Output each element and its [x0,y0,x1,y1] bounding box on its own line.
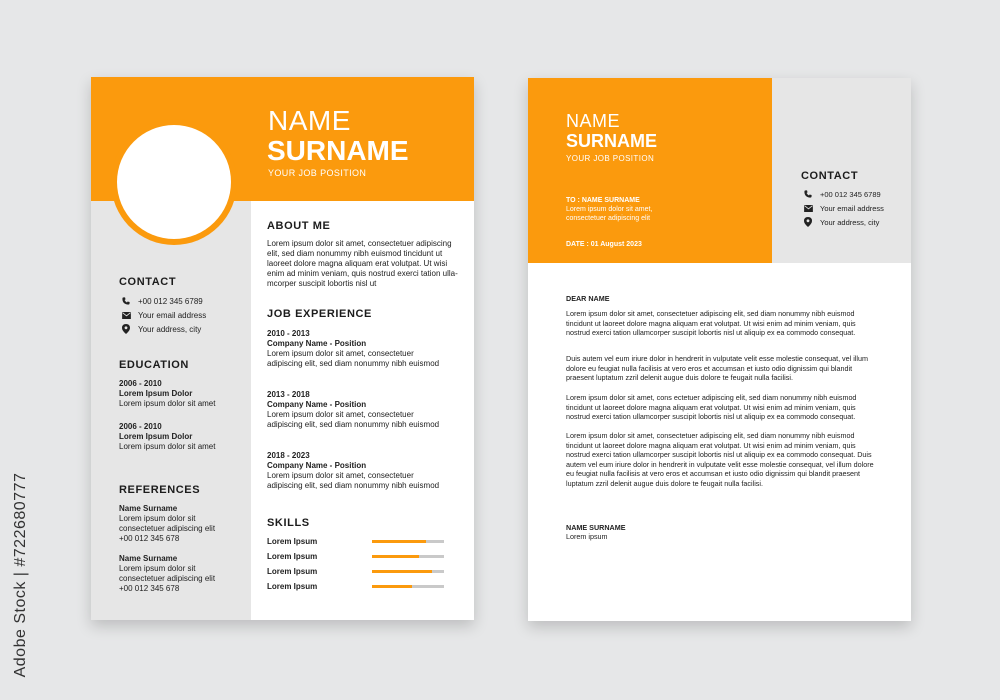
skill-item [267,552,444,561]
envelope-icon [802,205,814,212]
letter-contact-heading: CONTACT [801,170,859,182]
contact-heading: CONTACT [119,276,177,288]
experience-desc: adipiscing elit, sed diam nonummy nibh euismod [267,420,440,429]
recipient-block [566,196,652,223]
phone-icon [120,297,132,305]
letter-contact-address [802,216,879,228]
letter-contact-phone-text: +00 012 345 6789 [820,189,881,199]
education-school: Lorem ipsum dolor sit amet [119,399,216,408]
recipient-line: consectetuer adipiscing elit [566,215,651,222]
resume-job-position: YOUR JOB POSITION [268,168,367,178]
skill-item [267,582,444,591]
reference-phone: +00 012 345 678 [119,584,180,593]
letter-contact-email [802,202,884,214]
letter-paragraph: Duis autem vel eum iriure dolor in hendrerit in vulputate velit esse molestie consequat, vel illum dolore eu feugiat nulla facilisis at vero eros et accumsan et iusto odio dignissim qui blandit praesent luptatum zzril delenit augue duis dolore te feugait nulla facilisi. [566,354,869,382]
about-line: enim ad minim veniam, quis nostrud exerci tation ulla- [267,269,458,278]
reference-item [119,554,215,594]
recipient-name: TO : NAME SURNAME [566,197,640,204]
experience-desc: Lorem ipsum dolor sit amet, consectetuer [267,349,414,358]
skill-bar-fill [372,570,432,573]
recipient-line: Lorem ipsum dolor sit amet, [566,206,653,213]
reference-line: Lorem ipsum dolor sit [119,514,196,523]
reference-name: Name Surname [119,504,178,513]
education-degree: Lorem Ipsum Dolor [119,389,193,398]
reference-line: consectetuer adipiscing elit [119,574,216,583]
experience-desc: adipiscing elit, sed diam nonummy nibh euismod [267,359,440,368]
reference-line: consectetuer adipiscing elit [119,524,216,533]
experience-item [267,390,439,430]
location-pin-icon [120,324,132,334]
stock-watermark-text: Adobe Stock | #722680777 [12,472,29,677]
about-line: mcorper suscipit lobortis nisl ut [267,279,377,288]
stock-watermark-id [8,462,34,687]
letter-paragraph: Lorem ipsum dolor sit amet, consectetuer adipiscing elit, sed diam nonummy nibh euismod tincidunt ut laoreet dolore magna aliquam erat volutpat. Ut wisi enim ad minim veniam, quis nostrud exerci tation ullamcorper suscipit lobortis nisl ut aliquip ex ea commodo consequat. [566,309,856,337]
education-heading: EDUCATION [119,359,189,371]
experience-years: 2013 - 2018 [267,390,310,399]
profile-photo-placeholder [117,125,231,239]
about-line: elit, sed diam nonummy nibh euismod tincidunt ut [267,249,443,258]
about-heading: ABOUT ME [267,220,331,232]
experience-item [267,451,439,491]
education-school: Lorem ipsum dolor sit amet [119,442,216,451]
contact-email-text: Your email address [138,310,207,320]
experience-role: Company Name - Position [267,400,367,409]
letter-date: DATE : 01 August 2023 [566,241,642,248]
letter-contact-phone [802,188,881,200]
about-line: laoreet dolore magna aliquam erat volutpat. Ut wisi [267,259,448,268]
signature-name: NAME SURNAME [566,523,626,532]
signature-role: Lorem ipsum [566,532,608,541]
skill-bar [372,570,444,573]
skill-bar [372,585,444,588]
education-years: 2006 - 2010 [119,379,162,388]
contact-phone-text: +00 012 345 6789 [138,296,203,306]
education-item [119,379,215,409]
letter-header-banner [528,78,772,263]
skill-bar [372,540,444,543]
letter-first-name: NAME [566,111,621,131]
letter-job-position: YOUR JOB POSITION [566,154,655,163]
experience-item [267,329,439,369]
skill-bar-fill [372,555,419,558]
resume-first-name: NAME [268,105,351,136]
location-pin-icon [802,217,814,227]
skill-bar [372,555,444,558]
education-item [119,422,215,452]
skill-item [267,537,444,546]
reference-line: Lorem ipsum dolor sit [119,564,196,573]
experience-desc: adipiscing elit, sed diam nonummy nibh euismod [267,481,440,490]
skill-bar-fill [372,585,412,588]
contact-email [120,309,206,321]
phone-icon [802,190,814,198]
experience-heading: JOB EXPERIENCE [267,308,372,320]
skill-label: Lorem Ipsum [267,582,318,591]
cover-letter-sheet [528,78,911,621]
reference-name: Name Surname [119,554,178,563]
contact-address [120,323,201,335]
experience-years: 2018 - 2023 [267,451,310,460]
letter-contact-email-text: Your email address [820,203,884,213]
experience-role: Company Name - Position [267,339,367,348]
skills-heading: SKILLS [267,517,310,529]
experience-desc: Lorem ipsum dolor sit amet, consectetuer [267,410,414,419]
letter-paragraph: Lorem ipsum dolor sit amet, cons ectetuer adipiscing elit, sed diam nonummy nibh euismod tincidunt ut laoreet dolore magna aliquam erat volutpat. Ut wisi enim ad minim veniam, quis nostrud exerci tation ullamcorper suscipit lobortis nisl ut aliquip ex ea commodo consequat. [566,393,857,421]
skill-item [267,567,444,576]
resume-sheet [91,77,474,620]
references-heading: REFERENCES [119,484,201,496]
reference-phone: +00 012 345 678 [119,534,180,543]
letter-paragraph: Lorem ipsum dolor sit amet, consectetuer adipiscing elit, sed diam nonummy nibh euismod tincidunt ut laoreet dolore magna aliquam erat volutpat. Ut wisi enim ad minim veniam, quis nostrud exerci tation ullamcorper suscipit lobortis nisl ut aliquip ex ea commodo consequat. Duis autem vel eum iriure dolor in hendrerit in vulputate velit esse molestie consequat, vel illum dolore eu feugiat nulla facilisis at vero eros et accumsan et iusto odio dignissim qui blandit praesent luptatum zzril delenit augue duis dolore te feugait nulla facilisi. [566,431,874,488]
salutation: DEAR NAME [566,294,610,303]
education-degree: Lorem Ipsum Dolor [119,432,193,441]
resume-last-name: SURNAME [267,135,409,166]
contact-address-text: Your address, city [138,324,202,334]
reference-item [119,504,215,544]
about-line: Lorem ipsum dolor sit amet, consectetuer adipiscing [267,239,452,248]
skill-label: Lorem Ipsum [267,537,318,546]
experience-years: 2010 - 2013 [267,329,310,338]
skill-bar-fill [372,540,426,543]
education-years: 2006 - 2010 [119,422,162,431]
skill-label: Lorem Ipsum [267,567,318,576]
about-text [267,239,458,289]
skill-label: Lorem Ipsum [267,552,318,561]
experience-role: Company Name - Position [267,461,367,470]
envelope-icon [120,312,132,319]
letter-contact-address-text: Your address, city [820,217,880,227]
experience-desc: Lorem ipsum dolor sit amet, consectetuer [267,471,414,480]
letter-last-name: SURNAME [566,131,658,151]
contact-phone [120,295,203,307]
